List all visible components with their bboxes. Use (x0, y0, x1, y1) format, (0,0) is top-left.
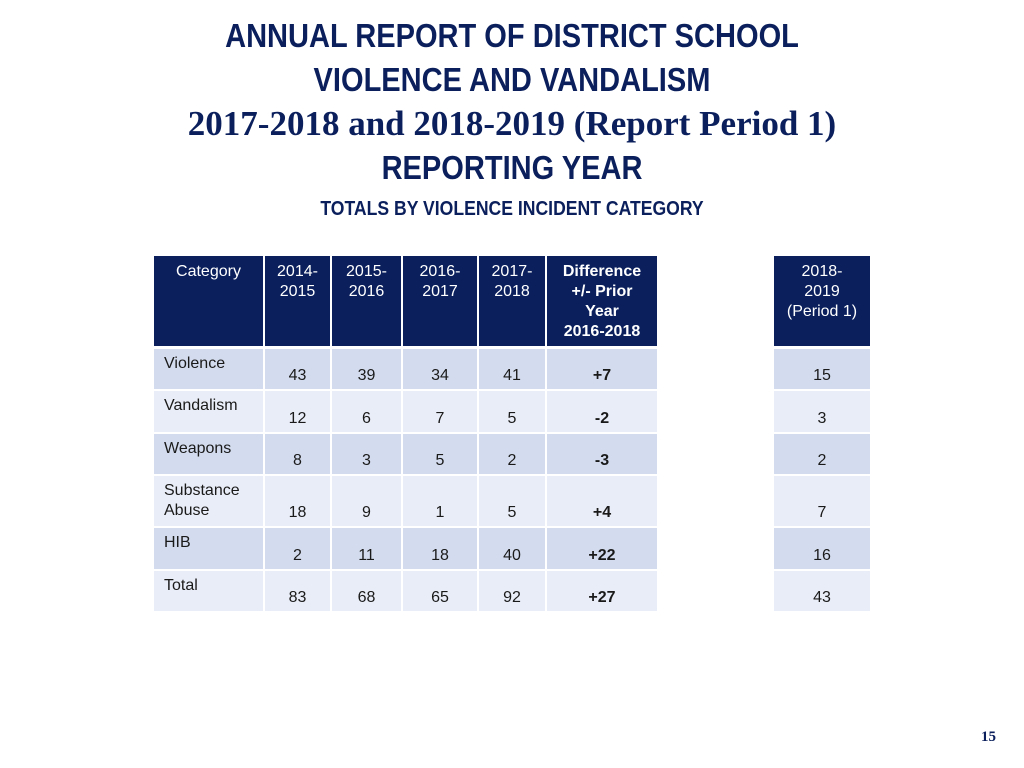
header-category-line: Category (176, 263, 241, 280)
row-label (154, 434, 263, 474)
count-value: 68 (357, 589, 376, 606)
row-label (154, 349, 263, 389)
header-y2016 (403, 256, 477, 346)
header-category (154, 256, 263, 346)
count-value: 92 (503, 589, 521, 606)
row-label (154, 391, 263, 432)
table-cell (265, 528, 330, 569)
row-label-line: HIB (164, 534, 191, 551)
count-value: 65 (431, 589, 449, 606)
row-label (154, 571, 263, 611)
row-label-line: Vandalism (164, 397, 238, 414)
report-title-block (0, 14, 1024, 224)
count-value: 6 (362, 410, 371, 427)
count-value: 7 (817, 504, 827, 521)
header-y2018-line: 2019 (804, 283, 840, 300)
page-number: 15 (981, 729, 996, 745)
header-y2014 (265, 256, 330, 346)
table-cell (547, 391, 657, 432)
count-value: 15 (813, 367, 831, 384)
count-value: 2 (507, 452, 517, 469)
count-value: 43 (813, 589, 831, 606)
table-cell (403, 476, 477, 526)
row-label (154, 476, 263, 526)
table-cell (547, 528, 657, 569)
table-cell (479, 476, 545, 526)
header-diff-line: +/- Prior (571, 283, 633, 300)
header-y2017-line: 2018 (494, 283, 530, 300)
header-y2016-line: 2017 (422, 283, 458, 300)
header-y2018-line: 2018- (801, 263, 843, 280)
count-value: 39 (357, 367, 376, 384)
row-label-line: Weapons (164, 440, 232, 457)
count-value: 3 (817, 410, 827, 427)
count-value: 8 (293, 452, 302, 469)
table-cell (403, 528, 477, 569)
header-y2018 (774, 256, 870, 346)
header-y2018-line: (Period 1) (786, 303, 858, 320)
table-cell (332, 391, 401, 432)
difference-value: -3 (594, 452, 610, 469)
count-value: 41 (503, 367, 521, 384)
table-cell (547, 571, 657, 611)
table-cell (774, 571, 870, 611)
count-value: 5 (435, 452, 445, 469)
header-y2017 (479, 256, 545, 346)
table-cell (547, 476, 657, 526)
table-cell (332, 571, 401, 611)
row-label-line: Substance (164, 482, 240, 499)
count-value: 2 (817, 452, 827, 469)
table-cell (774, 528, 870, 569)
difference-value: +22 (588, 547, 616, 564)
table-cell (332, 349, 401, 389)
count-value: 83 (288, 589, 307, 606)
count-value: 5 (507, 410, 517, 427)
header-diff-line: Year (585, 303, 619, 320)
count-value: 12 (288, 410, 307, 427)
table-cell (403, 349, 477, 389)
header-y2014-line: 2015 (279, 283, 316, 300)
table-cell (403, 571, 477, 611)
title-line-2: VIOLENCE AND VANDALISM (313, 61, 711, 98)
table-cell (774, 391, 870, 432)
table-cell (479, 571, 545, 611)
count-value: 16 (813, 547, 831, 564)
table-cell (547, 434, 657, 474)
title-line-4: REPORTING YEAR (381, 149, 643, 186)
title-line-1: ANNUAL REPORT OF DISTRICT SCHOOL (225, 17, 799, 54)
header-diff-line: 2016-2018 (563, 323, 641, 340)
count-value: 3 (362, 452, 371, 469)
header-y2015 (332, 256, 401, 346)
table-cell (265, 434, 330, 474)
header-y2016-line: 2016- (419, 263, 461, 280)
table-cell (332, 434, 401, 474)
row-label-line: Total (164, 577, 198, 594)
table-cell (774, 349, 870, 389)
count-value: 2 (293, 547, 302, 564)
table-cell (479, 349, 545, 389)
count-value: 34 (431, 367, 449, 384)
header-y2015-line: 2016 (348, 283, 385, 300)
difference-value: -2 (594, 410, 610, 427)
header-y2014-line: 2014- (277, 263, 318, 280)
header-diff (547, 256, 657, 346)
count-value: 18 (288, 504, 307, 521)
difference-value: +4 (592, 504, 612, 521)
table-cell (547, 349, 657, 389)
table-cell (332, 528, 401, 569)
difference-value: +27 (588, 589, 616, 606)
report-subtitle: TOTALS BY VIOLENCE INCIDENT CATEGORY (320, 198, 704, 220)
count-value: 9 (362, 504, 371, 521)
row-label-line: Abuse (164, 502, 210, 519)
table-cell (774, 476, 870, 526)
row-label-line: Violence (164, 355, 226, 372)
table-cell (479, 528, 545, 569)
table-cell (774, 434, 870, 474)
count-value: 43 (288, 367, 307, 384)
table-cell (403, 434, 477, 474)
table-cell (265, 391, 330, 432)
count-value: 7 (435, 410, 445, 427)
header-diff-line: Difference (562, 263, 642, 280)
table-cell (479, 391, 545, 432)
header-y2017-line: 2017- (491, 263, 533, 280)
table-cell (265, 571, 330, 611)
count-value: 40 (503, 547, 521, 564)
table-cell (479, 434, 545, 474)
count-value: 1 (435, 504, 445, 521)
count-value: 18 (431, 547, 449, 564)
row-label (154, 528, 263, 569)
count-value: 5 (507, 504, 517, 521)
table-cell (265, 476, 330, 526)
difference-value: +7 (592, 367, 612, 384)
table-cell (403, 391, 477, 432)
title-line-3: 2017-2018 and 2018-2019 (Report Period 1) (187, 104, 837, 143)
table-cell (332, 476, 401, 526)
table-cell (265, 349, 330, 389)
count-value: 11 (358, 547, 375, 564)
header-y2015-line: 2015- (346, 263, 387, 280)
